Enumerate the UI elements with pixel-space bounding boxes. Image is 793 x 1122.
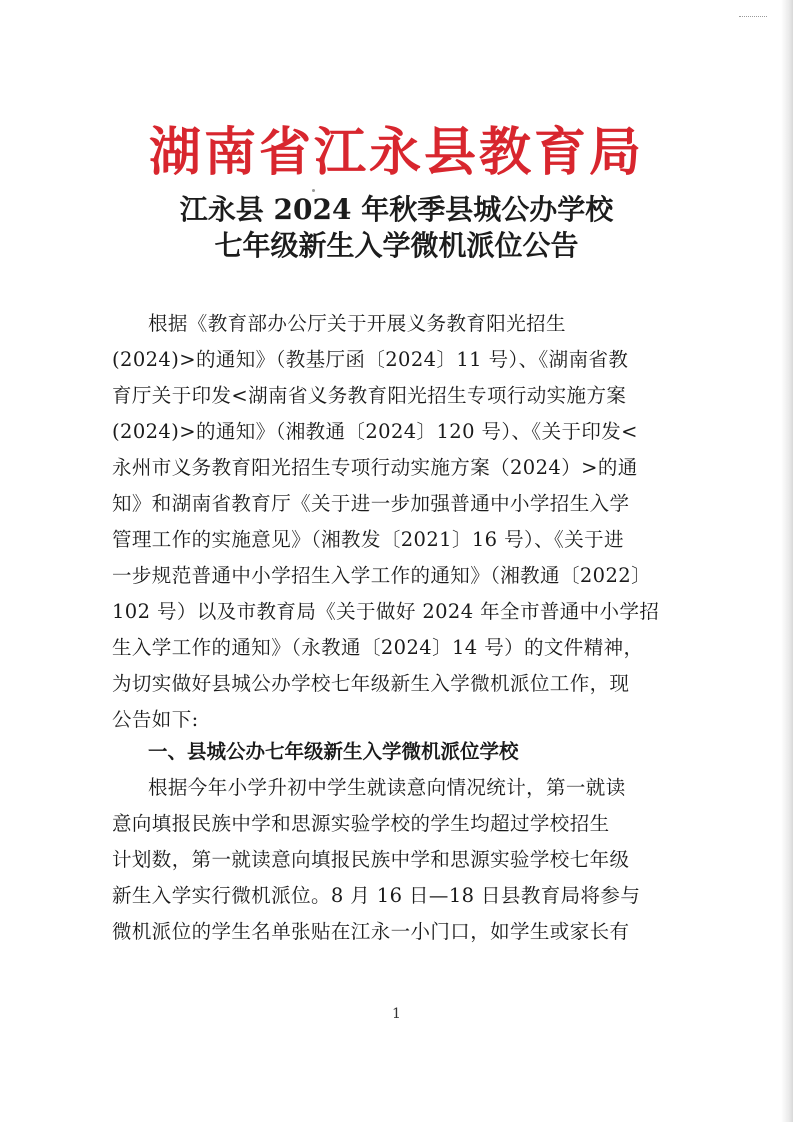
scan-corner-mark — [739, 16, 767, 27]
body-line: (2024)>的通知》（教基厅函〔2024〕11 号）、《湖南省教 — [112, 348, 629, 371]
body-line: (2024)>的通知》（湘教通〔2024〕120 号）、《关于印发< — [112, 420, 638, 443]
body-line: 为切实做好县城公办学校七年级新生入学微机派位工作，现 — [112, 672, 630, 695]
body-line: 公告如下: — [112, 708, 199, 731]
body-line: 管理工作的实施意见》（湘教发〔2021〕16 号）、《关于进 — [112, 528, 624, 551]
body-line: 一步规范普通中小学招生入学工作的通知》（湘教通〔2022〕 — [112, 564, 651, 587]
notice-title-line-2: 七年级新生入学微机派位公告 — [214, 229, 579, 262]
body-line: 102 号）以及市教育局《关于做好 2024 年全市普通中小学招 — [112, 600, 660, 623]
section-line: 新生入学实行微机派位。8 月 16 日—18 日县教育局将参与 — [112, 884, 641, 907]
section-heading: 一、县城公办七年级新生入学微机派位学校 — [148, 740, 519, 763]
body-line: 永州市义务教育阳光招生专项行动实施方案（2024）>的通 — [112, 456, 638, 479]
scan-speck — [312, 189, 315, 192]
section-line: 计划数，第一就读意向填报民族中学和思源实验学校七年级 — [112, 848, 630, 871]
body-line: 生入学工作的通知》（永教通〔2024〕14 号）的文件精神， — [112, 636, 644, 659]
body-line: 育厅关于印发<湖南省义务教育阳光招生专项行动实施方案 — [112, 384, 627, 407]
body-line: 根据《教育部办公厅关于开展义务教育阳光招生 — [148, 312, 566, 335]
section-line: 微机派位的学生名单张贴在江永一小门口，如学生或家长有 — [112, 920, 630, 943]
section-line: 根据今年小学升初中学生就读意向情况统计，第一就读 — [148, 776, 626, 799]
body-line: 知》和湖南省教育厅《关于进一步加强普通中小学招生入学 — [112, 492, 630, 515]
notice-title-line-1: 江永县 2024 年秋季县城公办学校 — [179, 193, 614, 226]
issuer-header: 湖南省江永县教育局 — [148, 123, 644, 183]
page-number: 1 — [392, 1006, 401, 1022]
section-line: 意向填报民族中学和思源实验学校的学生均超过学校招生 — [112, 812, 610, 835]
